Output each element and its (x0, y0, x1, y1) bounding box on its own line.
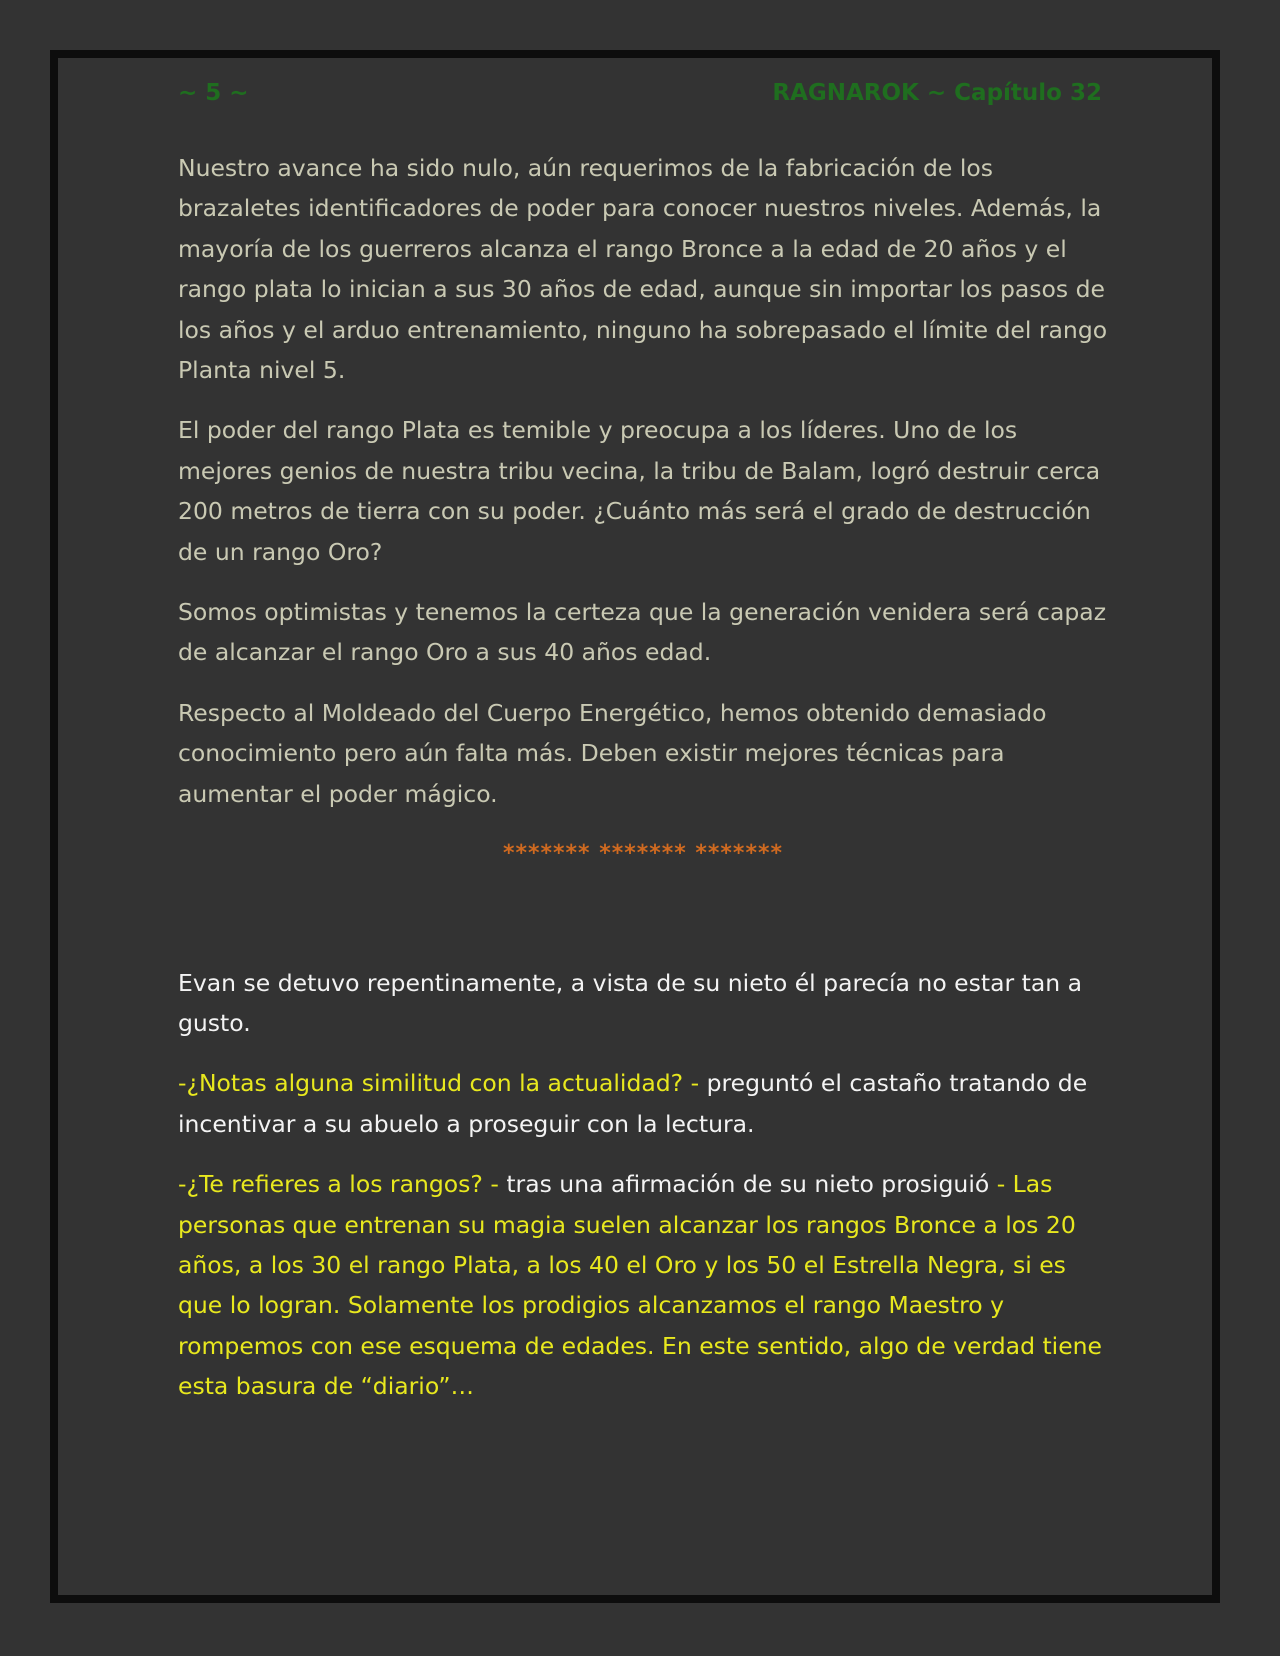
dialogue-text: -¿Te refieres a los rangos? - (178, 1170, 499, 1199)
narration-text: preguntó el castaño tratando de incentivar a su abuelo a proseguir con la lectura. (178, 1069, 1088, 1138)
page-header (178, 80, 1102, 110)
page-content (178, 148, 1108, 1427)
dialogue-text: -¿Notas alguna similitud con la actualidad? - (178, 1069, 700, 1098)
diary-paragraph: Somos optimistas y tenemos la certeza que la generación venidera será capaz de alcanzar el rango Oro a sus 40 años edad. (178, 598, 1107, 667)
diary-paragraph: Respecto al Moldeado del Cuerpo Energético, hemos obtenido demasiado conocimiento pero aún falta más. Deben existir mejores técnicas para aumentar el poder mágico. (178, 698, 1047, 808)
dialogue-text: - Las personas que entrenan su magia suelen alcanzar los rangos Bronce a los 20 años, a los 30 el rango Plata, a los 40 el Oro y los 50 el Estrella Negra, si es que lo logran. Solamente los prodigios alcanzamos el rango Maestro y rompemos con ese esquema de edades. En este sentido, algo de verdad tiene esta basura de “diario”… (178, 1170, 1103, 1401)
narrative-paragraph: Evan se detuvo repentinamente, a vista de su nieto él parecía no estar tan a gusto. (178, 968, 1082, 1037)
page-number: ~ 5 ~ (178, 80, 249, 106)
narrative-section (178, 963, 1108, 1407)
diary-excerpt (178, 148, 1108, 814)
dialogue-paragraph (178, 1164, 1108, 1406)
diary-paragraph: Nuestro avance ha sido nulo, aún requerimos de la fabricación de los brazaletes identificadores de poder para conocer nuestros niveles. Además, la mayoría de los guerreros alcanza el rango Bronce a la edad de 20 años y el rango plata lo inician a sus 30 años de edad, aunque sin importar los pasos de los años y el arduo entrenamiento, ninguno ha sobrepasado el límite del rango Planta nivel 5. (178, 154, 1108, 385)
diary-paragraph: El poder del rango Plata es temible y preocupa a los líderes. Uno de los mejores genios de nuestra tribu vecina, la tribu de Balam, logró destruir cerca 200 metros de tierra con su poder. ¿Cuánto más será el grado de destrucción de un rango Oro? (178, 416, 1101, 566)
narration-text: tras una afirmación de su nieto prosiguió (498, 1170, 997, 1199)
running-title: RAGNAROK ~ Capítulo 32 (772, 80, 1102, 106)
dialogue-paragraph (178, 1063, 1108, 1144)
section-separator: ******* ******* ******* (503, 841, 783, 867)
